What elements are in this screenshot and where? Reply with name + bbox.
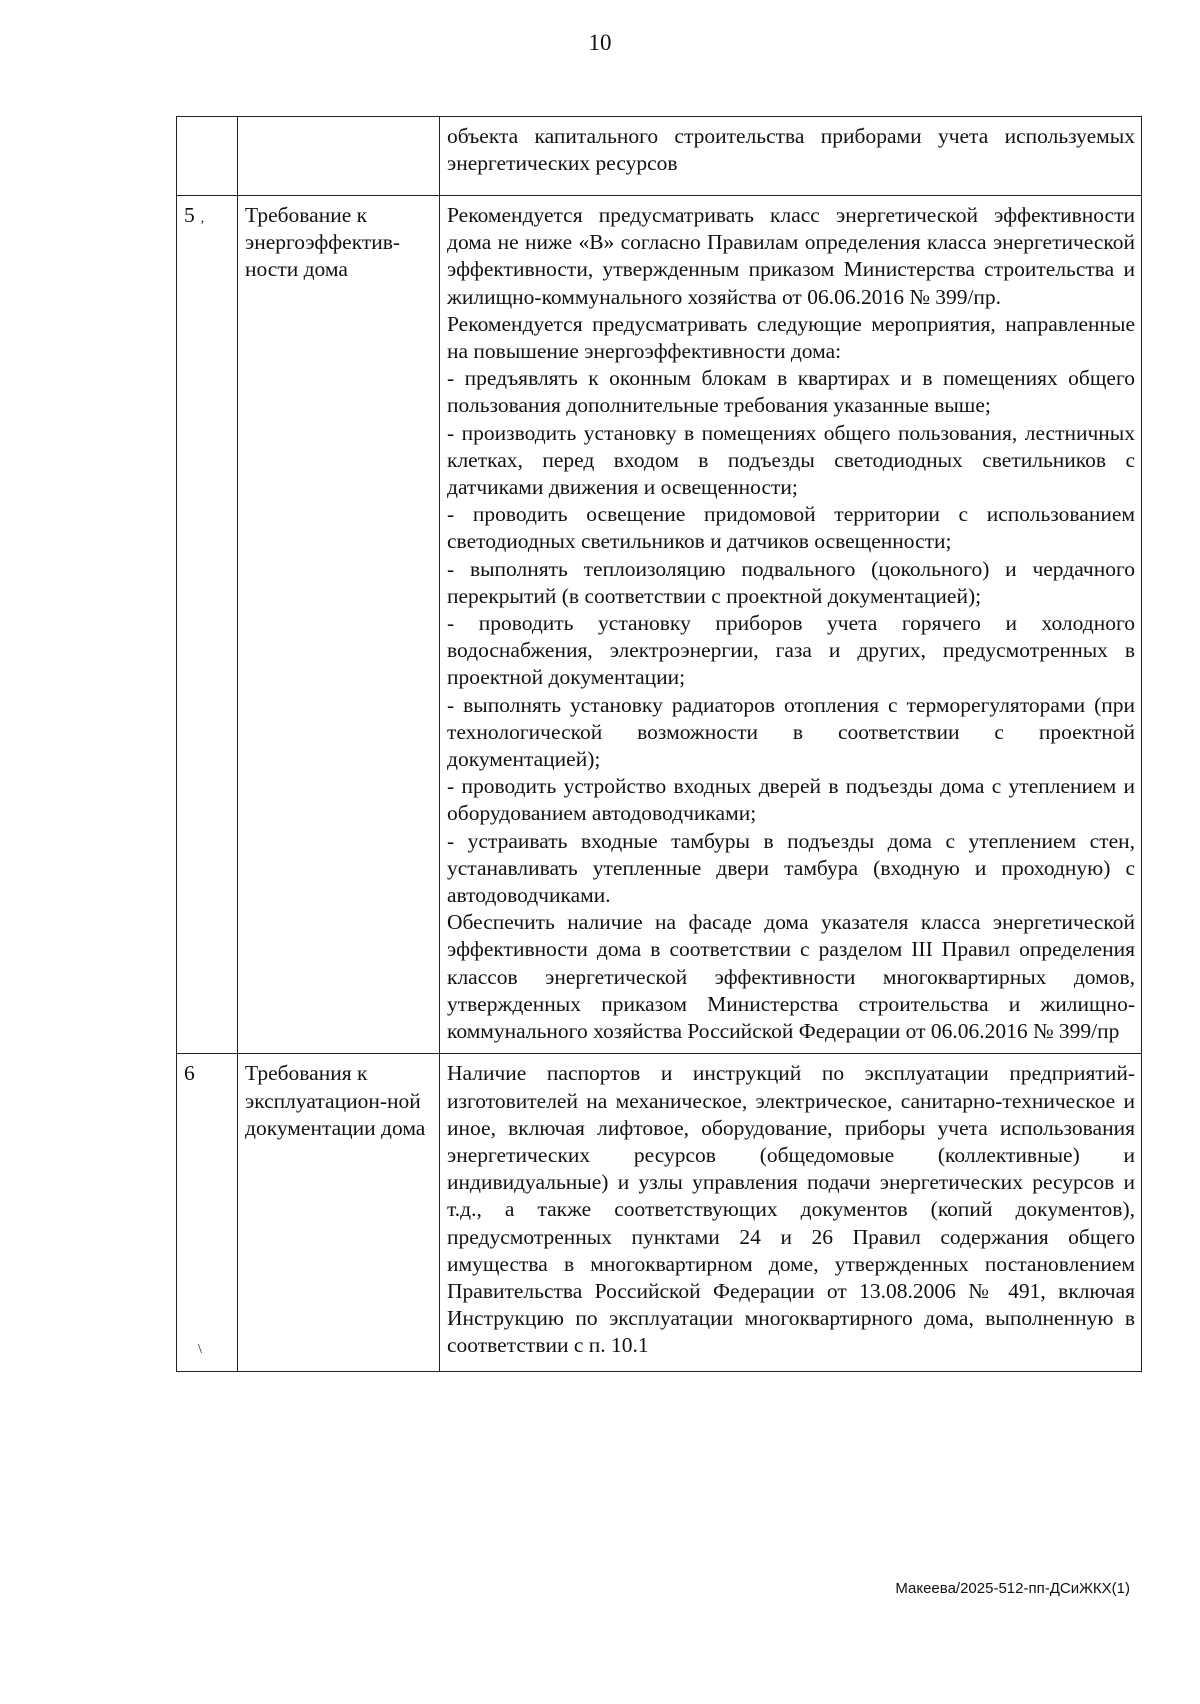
description-paragraph: Наличие паспортов и инструкций по эксплуатации предприятий-изготовителей на механическое, электрическое, санитарно-техническое и иное, включая лифтовое, оборудование, приборы учета использования энергетических ресурсов (общедомовые (коллективные) и индивидуальные) и узлы управления подачи энергетических ресурсов и т.д., а также соответствующих документов (копий документов), предусмотренных пунктами 24 и 26 Правил содержания общего имущества в многоквартирном доме, утвержденных постановлением Правительства Российской Федерации от 13.08.2006 № 491, включая Инструкцию по эксплуатации многоквартирного дома, выполненную в соответствии с п. 10.1 (447, 1061, 1135, 1358)
handwritten-mark: , (200, 211, 205, 226)
requirement-name-cell (238, 196, 440, 1054)
description-paragraph: Обеспечить наличие на фасаде дома указателя класса энергетической эффективности дома в соответствии с разделом III Правил определения классов энергетической эффективности многоквартирных домов, утвержденных приказом Министерства строительства и жилищно-коммунального хозяйства Российской Федерации от 06.06.2016 № 399/пр (447, 910, 1135, 1044)
row-number-cell (177, 196, 238, 1054)
description-paragraph: Рекомендуется предусматривать следующие мероприятия, направленные на повышение энергоэффективности дома: (447, 311, 1135, 364)
list-item: - проводить освещение придомовой территории с использованием светодиодных светильников и датчиков освещенности; (447, 502, 1135, 554)
list-item: - предъявлять к оконным блокам в квартирах и в помещениях общего пользования дополнительные требования указанные выше; (447, 366, 1135, 418)
requirement-description-cell (440, 117, 1142, 196)
description-paragraph: Рекомендуется предусматривать класс энергетической эффективности дома не ниже «В» согласно Правилам определения класса энергетической эффективности, утвержденным приказом Министерства строительства и жилищно-коммунального хозяйства от 06.06.2016 № 399/пр. (447, 203, 1135, 309)
document-code: Макеева/2025-512-пп-ДСиЖКХ(1) (895, 1580, 1130, 1597)
row-number-cell (177, 1054, 238, 1371)
requirement-description-cell (440, 196, 1142, 1054)
page-number: 10 (588, 30, 612, 55)
requirement-name: Требование к энергоэффектив-ности дома (245, 203, 401, 282)
list-item: - проводить установку приборов учета горячего и холодного водоснабжения, электроэнергии, газа и других, предусмотренных в проектной документации; (447, 611, 1135, 690)
list-item: - устраивать входные тамбуры в подъезды дома с утеплением стен, устанавливать утепленные двери тамбура (входную и проходную) с автодоводчиками. (447, 828, 1135, 908)
handwritten-mark: \ (198, 1341, 202, 1357)
description-paragraph: объекта капитального строительства приборами учета используемых энергетических ресурсов (447, 124, 1135, 176)
table-row-6 (177, 1054, 1142, 1371)
list-item: - выполнять теплоизоляцию подвального (цокольного) и чердачного перекрытий (в соответствии с проектной документацией); (447, 556, 1135, 608)
requirement-description-cell (440, 1054, 1142, 1371)
row-number: 6 (184, 1061, 195, 1086)
list-item: - выполнять установку радиаторов отопления с терморегуляторами (при технологической возможности в соответствии с проектной документацией); (447, 692, 1135, 772)
row-number-cell (177, 117, 238, 196)
list-item: - проводить устройство входных дверей в подъезды дома с утеплением и оборудованием автодоводчиками; (447, 774, 1135, 826)
requirements-table (176, 116, 1142, 1372)
requirement-name-cell (238, 117, 440, 196)
list-item: - производить установку в помещениях общего пользования, лестничных клетках, перед входом в подъезды светодиодных светильников с датчиками движения и освещенности; (447, 420, 1135, 500)
table-row-5 (177, 196, 1142, 1054)
table-row-continuation (177, 117, 1142, 196)
requirement-name: Требования к эксплуатацион-ной документации дома (245, 1061, 426, 1140)
requirement-name-cell (238, 1054, 440, 1371)
row-number: 5 (184, 203, 195, 227)
